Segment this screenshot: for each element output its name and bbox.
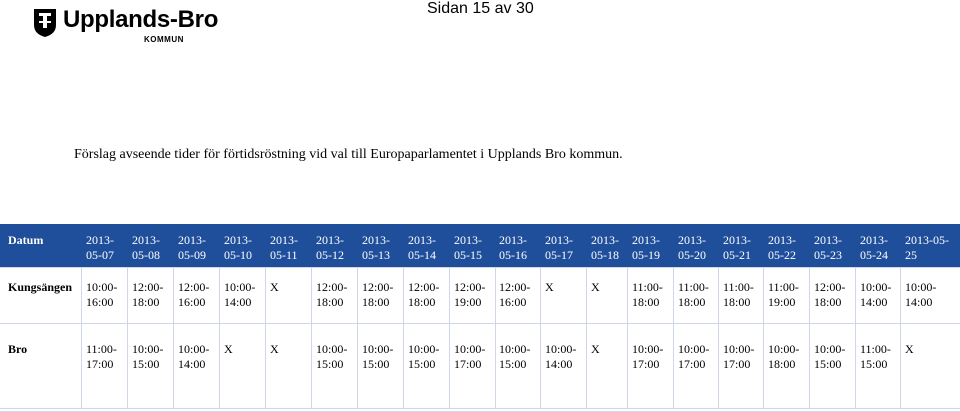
date-header: 2013- 05-08 xyxy=(132,233,160,262)
table-cell: 10:00- 14:00 xyxy=(224,280,256,309)
table-cell: 10:00- 15:00 xyxy=(499,342,531,371)
table-cell: 12:00- 19:00 xyxy=(454,280,486,309)
date-header: 2013- 05-09 xyxy=(178,233,206,262)
table-cell: 10:00- 15:00 xyxy=(814,342,846,371)
table-cell: 11:00- 17:00 xyxy=(86,342,117,371)
column-divider xyxy=(219,267,220,408)
table-cell: 11:00- 18:00 xyxy=(723,280,754,309)
row-label: Kungsängen xyxy=(8,280,73,294)
schedule-table xyxy=(0,224,960,409)
column-divider xyxy=(403,267,404,408)
column-divider xyxy=(627,267,628,408)
date-header: 2013- 05-24 xyxy=(860,233,888,262)
table-cell: X xyxy=(224,342,233,356)
date-header: 2013- 05-20 xyxy=(678,233,706,262)
table-cell: 12:00- 18:00 xyxy=(408,280,440,309)
table-cell: 10:00- 17:00 xyxy=(632,342,664,371)
table-cell: 10:00- 17:00 xyxy=(678,342,710,371)
date-header: 2013- 05-10 xyxy=(224,233,252,262)
table-cell: 10:00- 17:00 xyxy=(454,342,486,371)
table-cell: 10:00- 18:00 xyxy=(768,342,800,371)
table-cell: 11:00- 18:00 xyxy=(632,280,663,309)
table-cell: 12:00- 18:00 xyxy=(316,280,348,309)
table-cell: 11:00- 18:00 xyxy=(678,280,709,309)
date-header: 2013- 05-13 xyxy=(362,233,390,262)
table-cell: X xyxy=(905,342,914,356)
column-divider xyxy=(586,267,587,408)
table-cell: 10:00- 14:00 xyxy=(545,342,577,371)
table-cell: X xyxy=(270,280,279,294)
date-header: 2013- 05-19 xyxy=(632,233,660,262)
column-divider xyxy=(81,267,82,408)
table-cell: X xyxy=(591,280,600,294)
table-cell: 12:00- 16:00 xyxy=(499,280,531,309)
table-cell: 10:00- 15:00 xyxy=(316,342,348,371)
date-header: 2013- 05-22 xyxy=(768,233,796,262)
table-cell: 10:00- 14:00 xyxy=(860,280,892,309)
table-cell: 10:00- 16:00 xyxy=(86,280,118,309)
row-divider xyxy=(0,267,960,268)
column-divider xyxy=(763,267,764,408)
table-cell: 11:00- 19:00 xyxy=(768,280,799,309)
logo-subtitle: KOMMUN xyxy=(144,35,184,44)
table-cell: 10:00- 15:00 xyxy=(362,342,394,371)
table-cell: 10:00- 14:00 xyxy=(178,342,210,371)
page-number: Sidan 15 av 30 xyxy=(427,0,534,17)
column-divider xyxy=(495,267,496,408)
logo-name: Upplands-Bro xyxy=(63,6,219,33)
intro-text: Förslag avseende tider för förtidsröstning vid val till Europaparlamentet i Upplands Bro kommun. xyxy=(74,147,623,162)
column-divider xyxy=(311,267,312,408)
date-header: 2013- 05-11 xyxy=(270,233,298,262)
column-divider xyxy=(900,267,901,408)
table-cell: 12:00- 18:00 xyxy=(814,280,846,309)
table-cell: 10:00- 15:00 xyxy=(408,342,440,371)
column-divider xyxy=(265,267,266,408)
date-header: 2013- 05-12 xyxy=(316,233,344,262)
column-divider xyxy=(855,267,856,408)
table-cell: 12:00- 18:00 xyxy=(132,280,164,309)
column-divider xyxy=(127,267,128,408)
row-divider xyxy=(0,323,960,324)
date-header: 2013- 05-16 xyxy=(499,233,527,262)
row-label: Bro xyxy=(8,342,28,356)
date-header: 2013- 05-18 xyxy=(591,233,619,262)
table-cell: 10:00- 15:00 xyxy=(132,342,164,371)
date-header: 2013- 05-07 xyxy=(86,233,114,262)
table-cell: 12:00- 18:00 xyxy=(362,280,394,309)
date-header: 2013- 05-17 xyxy=(545,233,573,262)
column-divider xyxy=(357,267,358,408)
column-divider xyxy=(173,267,174,408)
date-header: 2013- 05-15 xyxy=(454,233,482,262)
table-cell: X xyxy=(591,342,600,356)
table-cell: 10:00- 17:00 xyxy=(723,342,755,371)
header-label: Datum xyxy=(8,233,44,247)
coat-of-arms-icon xyxy=(33,8,57,38)
date-header: 2013- 05-14 xyxy=(408,233,436,262)
column-divider xyxy=(809,267,810,408)
table-cell: 12:00- 16:00 xyxy=(178,280,210,309)
table-cell: 11:00- 15:00 xyxy=(860,342,891,371)
column-divider xyxy=(540,267,541,408)
column-divider xyxy=(673,267,674,408)
date-header: 2013- 05-21 xyxy=(723,233,751,262)
date-header: 2013- 05-23 xyxy=(814,233,842,262)
column-divider xyxy=(449,267,450,408)
table-cell: 10:00- 14:00 xyxy=(905,280,937,309)
table-cell: X xyxy=(545,280,554,294)
column-divider xyxy=(718,267,719,408)
table-cell: X xyxy=(270,342,279,356)
date-header: 2013-05- 25 xyxy=(905,233,949,262)
